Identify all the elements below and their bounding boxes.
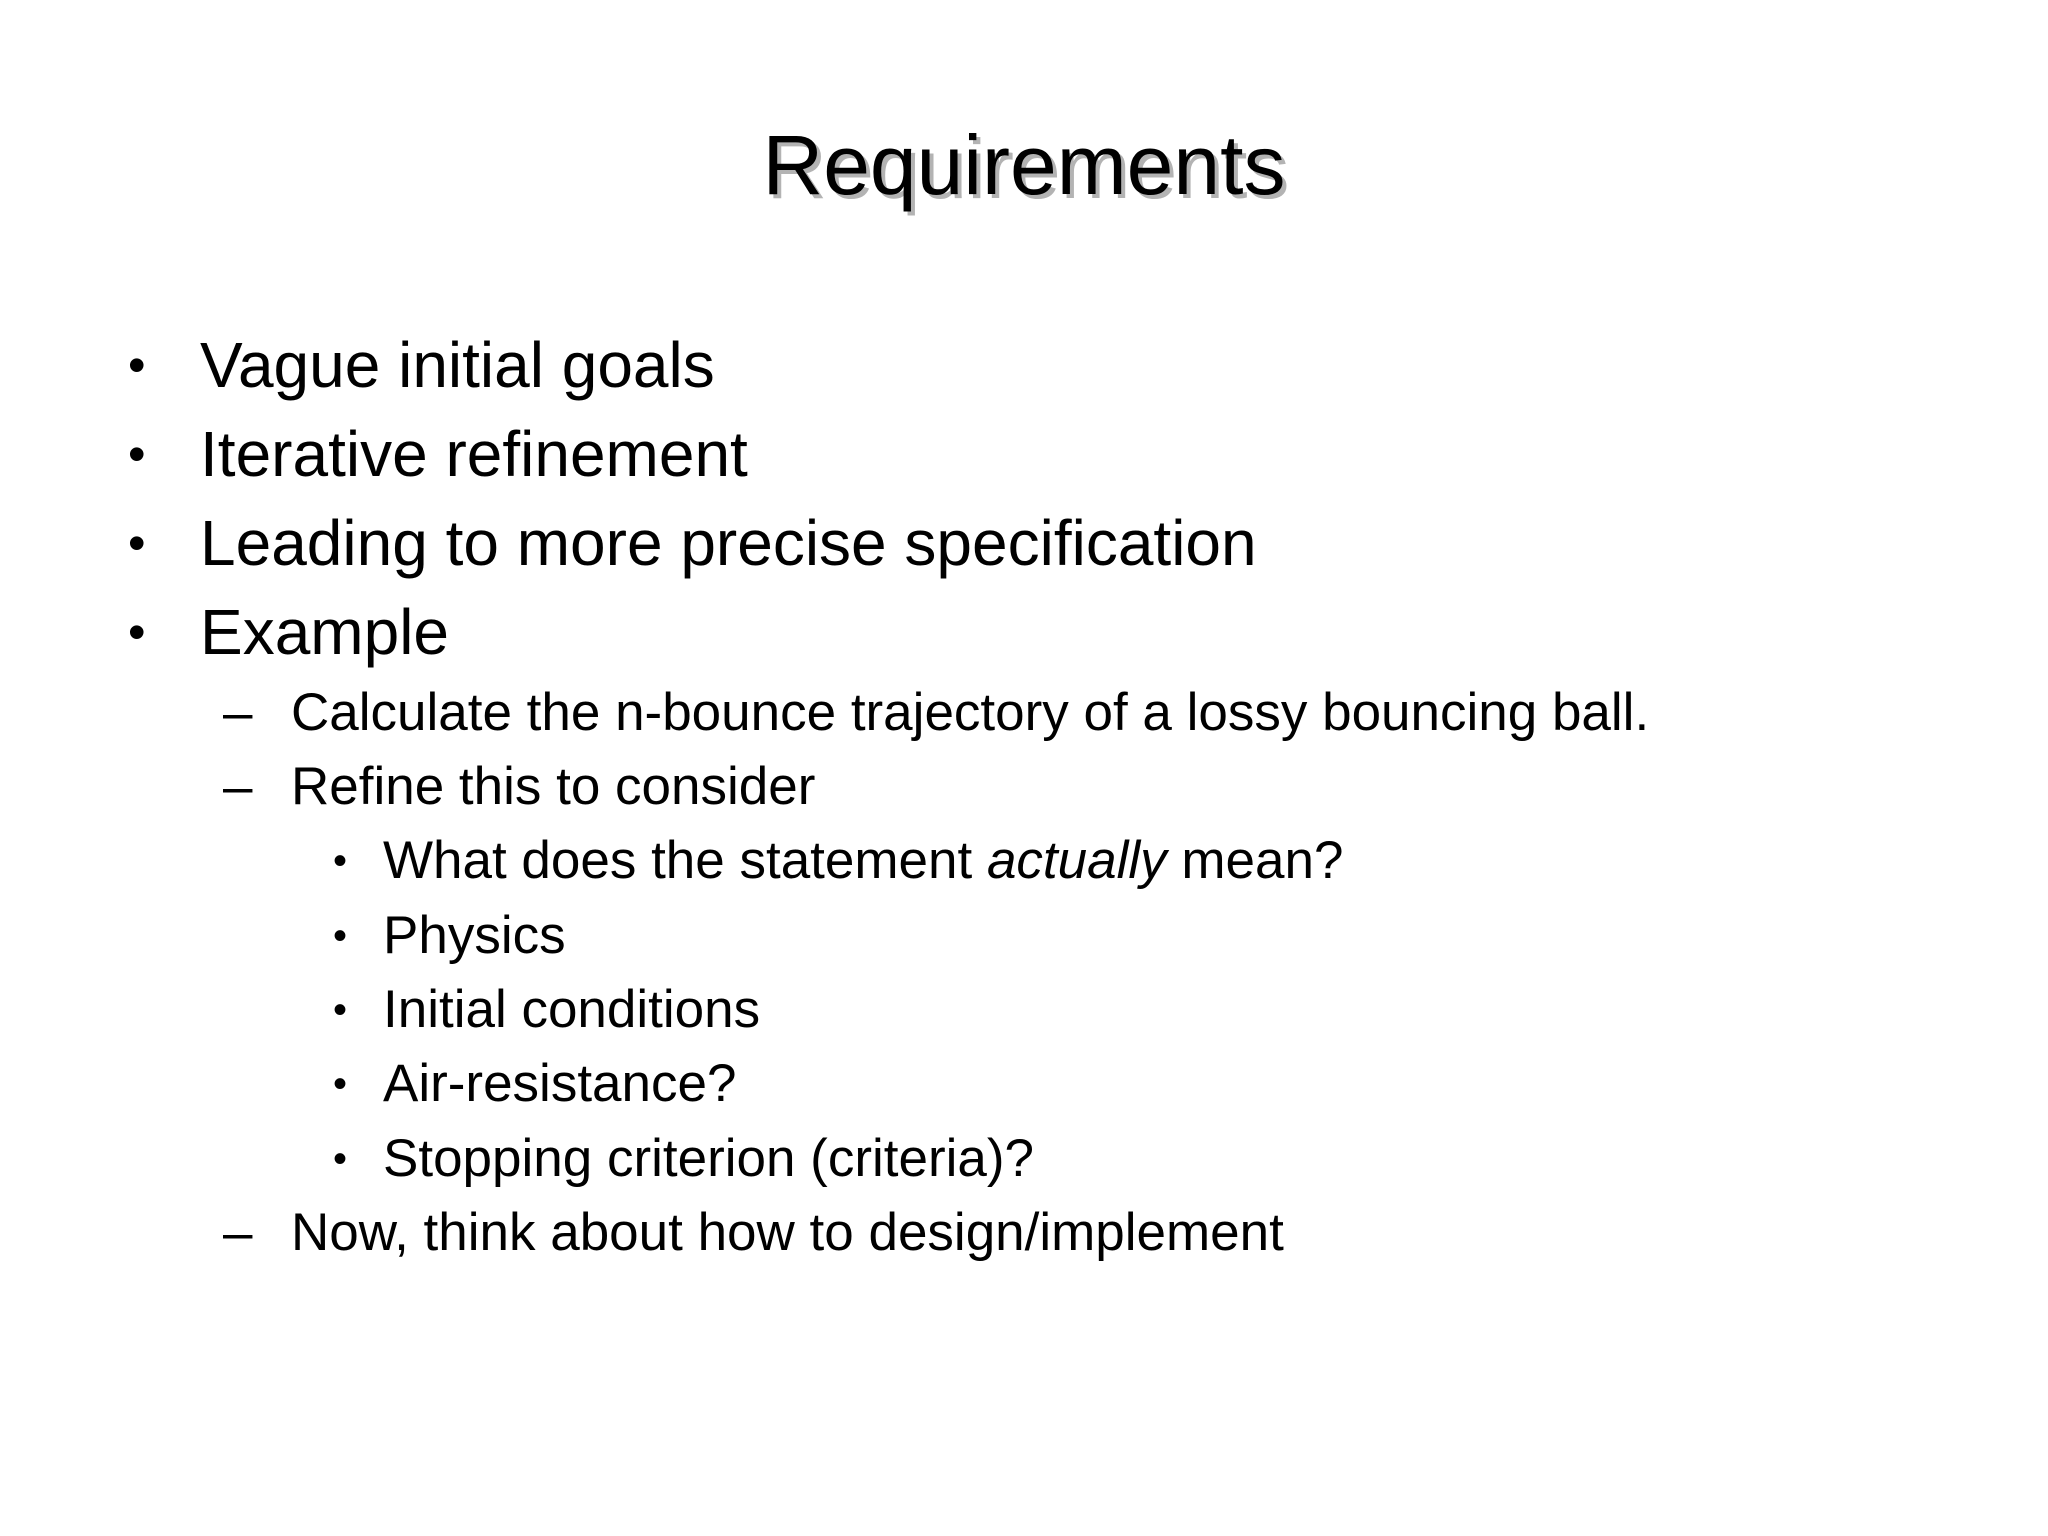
bullet-marker: • <box>333 988 348 1032</box>
bullet-marker: • <box>333 1137 348 1181</box>
bullet-marker: • <box>128 337 146 393</box>
sub-sub-item-text: What does the statement <box>383 831 987 890</box>
bullet-text: Example <box>200 596 449 668</box>
bullet-item <box>128 594 449 670</box>
sub-item-text: Calculate the n-bounce trajectory of a lossy bouncing ball. <box>291 683 1650 742</box>
bullet-item <box>128 505 1257 581</box>
dash-marker: – <box>223 757 253 816</box>
dash-marker: – <box>223 1203 253 1262</box>
sub-sub-item-text: Initial conditions <box>383 980 761 1039</box>
sub-item-text: Now, think about how to design/implement <box>291 1203 1284 1262</box>
sub-item <box>223 1201 1284 1265</box>
bullet-marker: • <box>333 1062 348 1106</box>
bullet-marker: • <box>128 515 146 571</box>
bullet-item <box>128 327 715 403</box>
sub-sub-item-text: Stopping criterion (criteria)? <box>383 1129 1034 1188</box>
sub-item-text: Refine this to consider <box>291 757 816 816</box>
emphasis-text: actually <box>986 831 1167 890</box>
bullet-item <box>128 416 748 492</box>
sub-sub-item <box>333 1052 737 1116</box>
slide-title: Requirements <box>762 118 1286 212</box>
sub-sub-item-text: Air-resistance? <box>383 1054 737 1113</box>
sub-sub-item-text: Physics <box>383 906 566 965</box>
bullet-marker: • <box>333 914 348 958</box>
bullet-text: Iterative refinement <box>200 418 748 490</box>
bullet-text: Vague initial goals <box>200 329 715 401</box>
bullet-text: Leading to more precise specification <box>200 507 1257 579</box>
bullet-marker: • <box>128 604 146 660</box>
sub-sub-item <box>333 904 566 968</box>
sub-item <box>223 681 1650 745</box>
dash-marker: – <box>223 683 253 742</box>
sub-sub-item <box>333 1127 1034 1191</box>
sub-sub-item <box>333 829 1344 893</box>
bullet-marker: • <box>128 426 146 482</box>
sub-sub-item <box>333 978 761 1042</box>
sub-item <box>223 755 816 819</box>
sub-sub-item-text: mean? <box>1166 831 1344 890</box>
bullet-marker: • <box>333 839 348 883</box>
